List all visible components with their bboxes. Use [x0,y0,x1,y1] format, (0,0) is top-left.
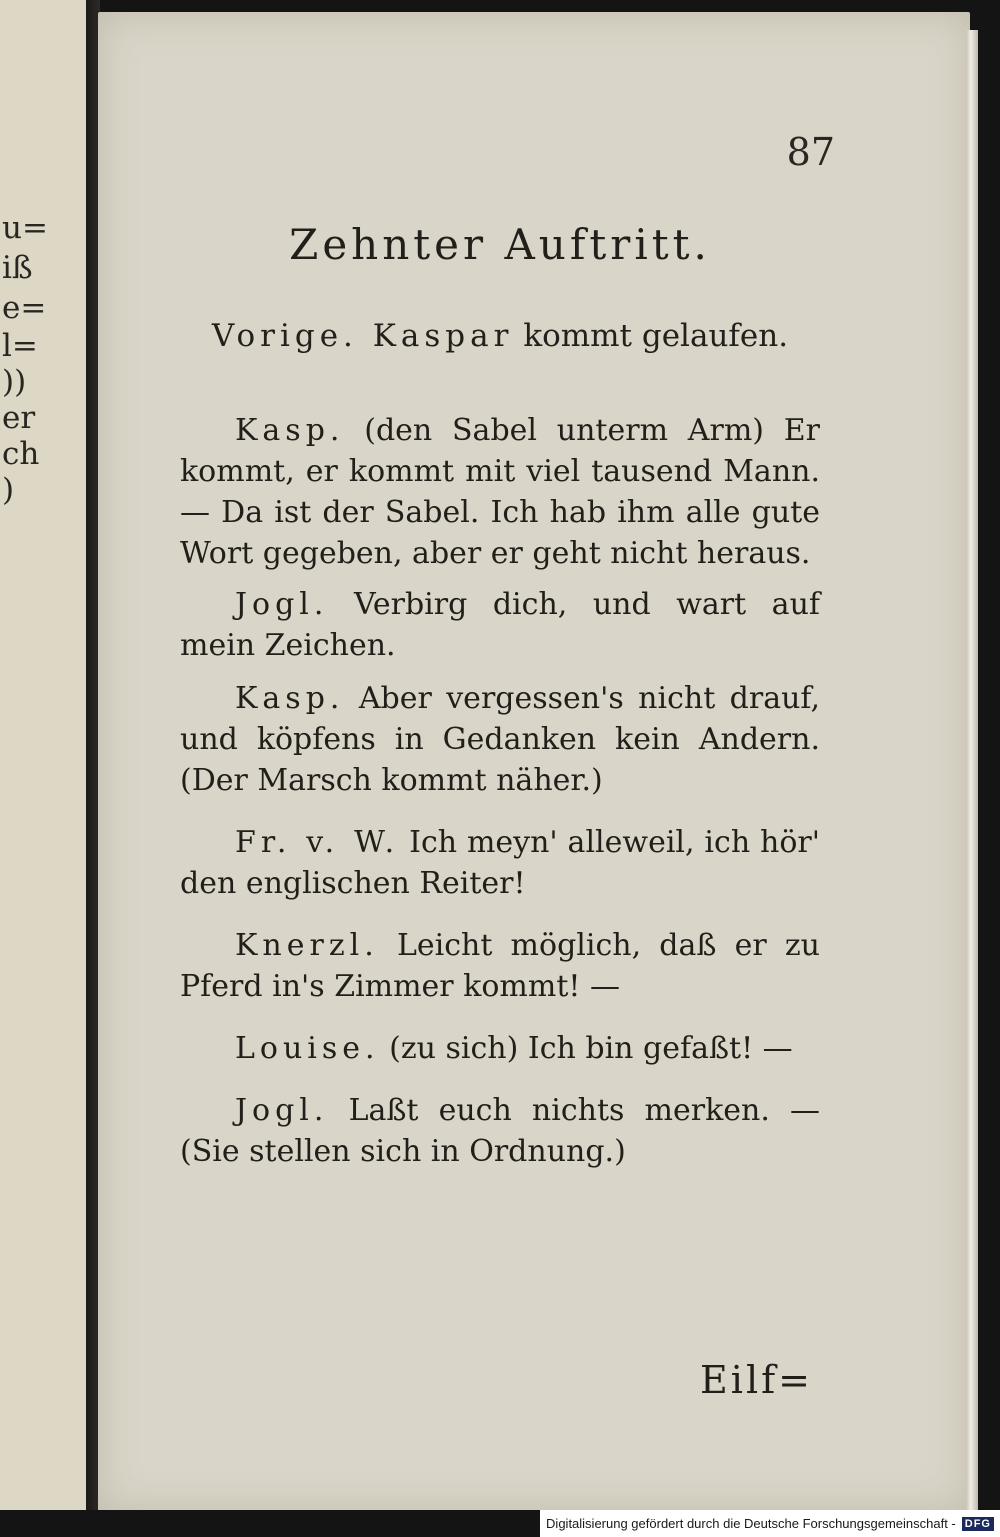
left-page-fragment: ch [2,436,40,472]
dialogue-paragraph [180,410,820,574]
speaker-name: Fr. v. W. [235,825,400,860]
dialogue-paragraph [180,678,820,801]
dialogue-paragraph [180,584,820,666]
dialogue-paragraph [180,1028,820,1069]
left-page-fragment: e= [2,290,47,326]
speaker-name: Jogl. [235,587,329,622]
page-number: 87 [786,130,835,174]
left-page-fragment: iß [2,250,33,286]
speaker-name: Jogl. [235,1093,329,1128]
speaker-name: Kasp. [235,413,345,448]
scene-heading: Zehnter Auftritt. [289,220,711,269]
stage-direction [0,318,1000,354]
catchword: Eilf= [700,1358,813,1402]
footer-text: Digitalisierung gefördert durch die Deutsche Forschungsgemeinschaft - [546,1516,956,1531]
dialogue-text: (den Sabel unterm Arm) Er kommt, er kommt mit viel tausend Mann. — Da ist der Sabel. Ich hab ihm alle gute Wort gegeben, aber er geht nicht heraus. [180,413,820,571]
dfg-logo-icon: DFG [962,1517,994,1531]
footer-credit [540,1510,1000,1537]
stage-direction-rest: kommt gelaufen. [523,318,789,354]
speaker-name: Louise. [235,1031,380,1066]
dialogue-paragraph [180,1090,820,1172]
dialogue-text: Verbirg dich, und wart auf mein Zeichen. [180,587,820,663]
left-page-fragment: )) [2,364,27,400]
dialogue-text: Aber vergessen's nicht drauf, und köpfens in Gedanken kein Andern. (Der Marsch kommt näher.) [180,681,820,798]
left-page-fragment: u= [2,210,48,246]
dialogue-paragraph [180,925,820,1007]
speaker-name: Knerzl. [235,928,379,963]
dialogue-text: Laßt euch nichts merken. — (Sie stellen sich in Ordnung.) [180,1093,820,1169]
stage-direction-names: Vorige. Kaspar [211,318,514,354]
left-page-fragment: ) [2,472,15,508]
speaker-name: Kasp. [235,681,345,716]
left-page-fragment: er [2,400,36,436]
dialogue-text: Leicht möglich, daß er zu Pferd in's Zimmer kommt! — [180,928,820,1004]
left-page-fragment: l= [2,328,38,364]
dialogue-paragraph [180,822,820,904]
dialogue-text: Ich meyn' alleweil, ich hör' den englischen Reiter! [180,825,820,901]
dialogue-text: (zu sich) Ich bin gefaßt! — [389,1031,793,1066]
